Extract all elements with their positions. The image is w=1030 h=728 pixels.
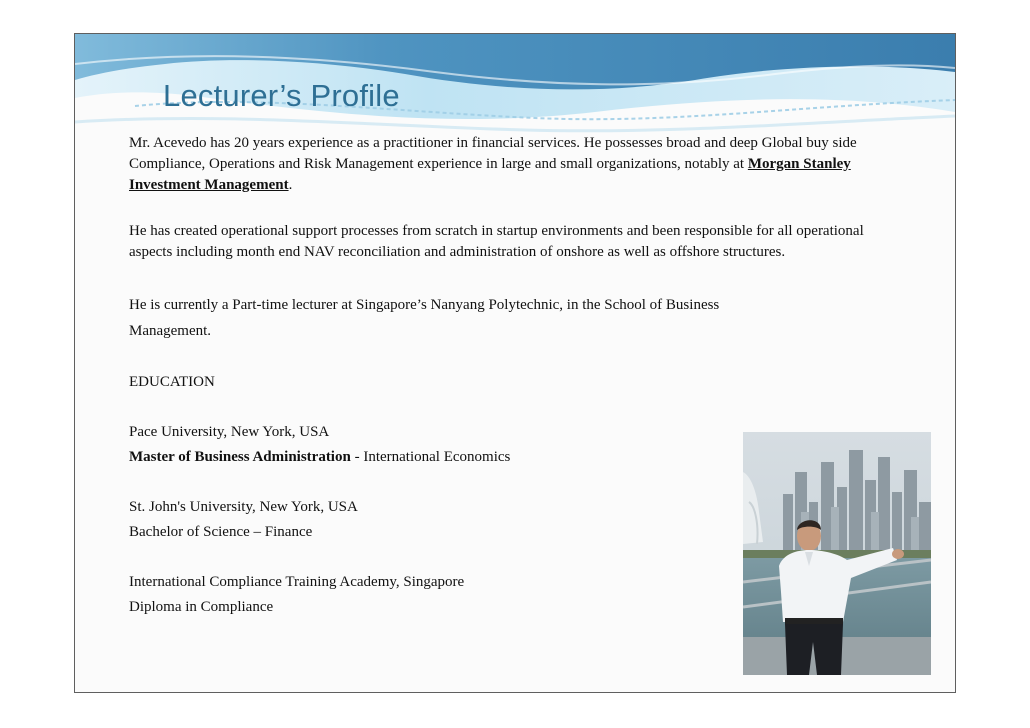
education-degree-1-field: - International Economics [350,449,511,465]
education-institution-3: International Compliance Training Academy, Singapore [129,574,465,590]
morgan-stanley-link[interactable]: Morgan Stanley Investment Management [129,156,851,193]
bio-paragraph-1-end: . [288,177,293,193]
bio-paragraph-3-line-2: Management. [129,323,212,339]
slide-title: Lecturer’s Profile [163,78,400,113]
bio-paragraph-2: He has created operational support processes from scratch in startup environments and been responsible for all operational aspects including month end NAV reconciliation and administration of onshore as well as offshore structures. [129,223,864,260]
education-degree-3: Diploma in Compliance [129,599,274,615]
bio-paragraph-1-text: Mr. Acevedo has 20 years experience as a practitioner in financial services. He possesses broad and deep Global buy side Compliance, Operations and Risk Management experience in large and small organizations, notably at [129,135,857,172]
lecturer-photo [743,432,931,675]
education-degree-1-title: Master of Business Administration [129,449,351,465]
education-institution-2: St. John's University, New York, USA [129,499,358,515]
education-institution-1: Pace University, New York, USA [129,424,330,440]
bio-paragraph-3-line-1: He is currently a Part-time lecturer at Singapore’s Nanyang Polytechnic, in the School of Business [129,297,720,313]
bio-paragraph-1 [129,133,909,196]
slide [74,33,956,693]
education-degree-2: Bachelor of Science – Finance [129,524,313,540]
education-heading: EDUCATION [129,374,215,390]
